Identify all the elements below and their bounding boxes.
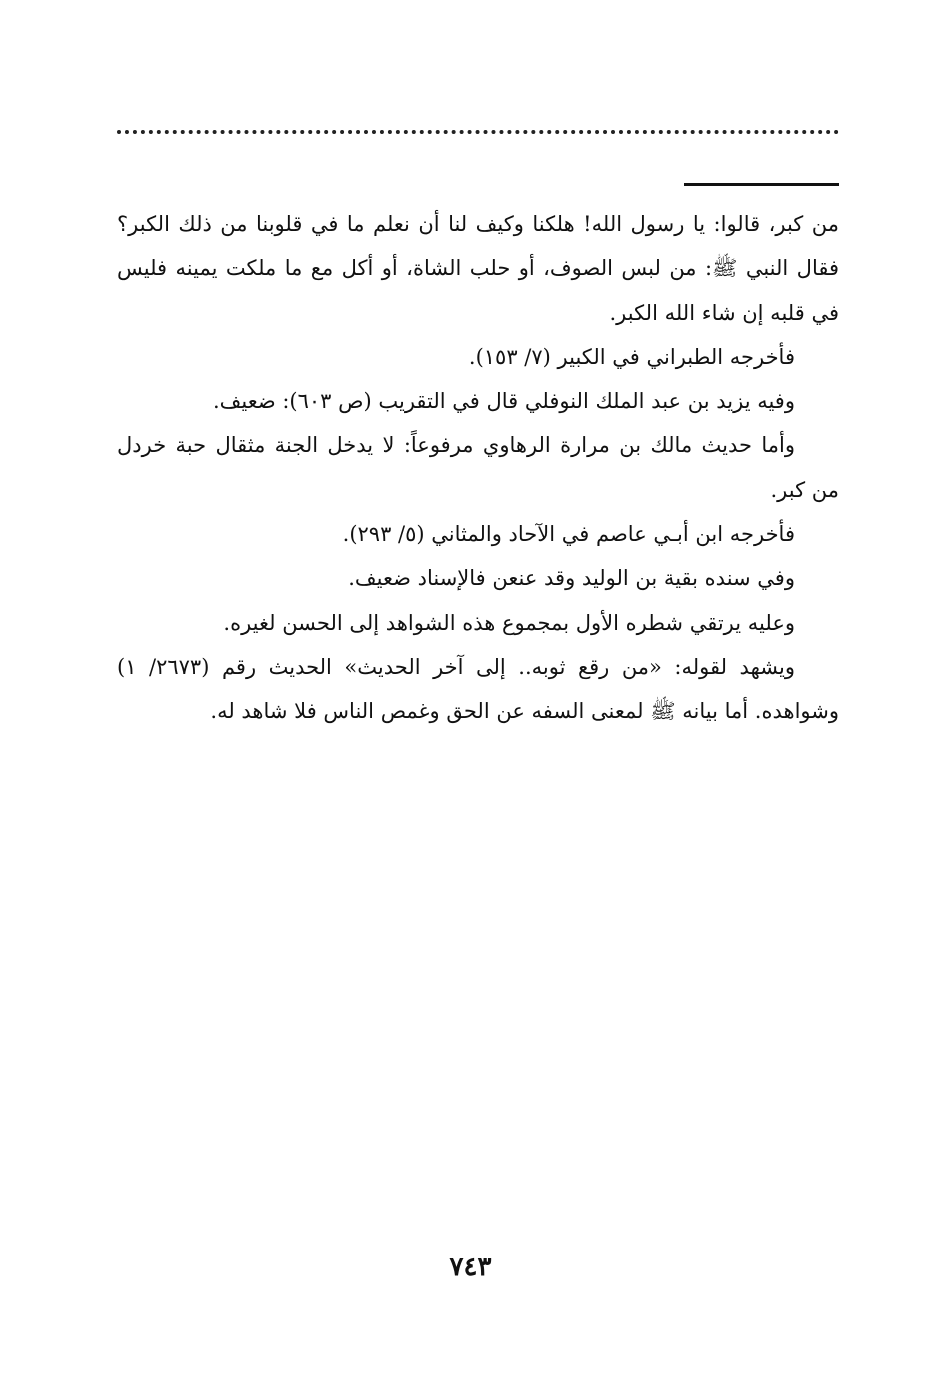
footnote-text-block xyxy=(117,202,839,734)
footnote-paragraph: فأخرجه ابن أبـي عاصم في الآحاد والمثاني (٥/ ٢٩٣). xyxy=(342,522,795,547)
footnote-paragraph: وعليه يرتقي شطره الأول بمجموع هذه الشواهد إلى الحسن لغيره. xyxy=(223,610,795,635)
header-dotted-rule xyxy=(117,130,839,134)
footnote-paragraph: وفيه يزيد بن عبد الملك النوفلي قال في التقريب (ص ٦٠٣): ضعيف. xyxy=(212,389,795,414)
footnote-paragraph: وأما حديث مالك بن مرارة الرهاوي مرفوعاً: لا يدخل الجنة مثقال حبة خردل من كبر. xyxy=(117,433,839,502)
footnote-separator-rule xyxy=(684,183,839,186)
footnote-paragraph: من كبر، قالوا: يا رسول الله! هلكنا وكيف لنا أن نعلم ما في قلوبنا من ذلك الكبر؟ فقال النبي ﷺ: من لبس الصوف، أو حلب الشاة، أو أكل مع ما ملكت يمينه فليس في قلبه إن شاء الله الكبر. xyxy=(117,212,839,325)
footnote-paragraph: ويشهد لقوله: «من رقع ثوبه.. إلى آخر الحديث» الحديث رقم (٢٦٧٣/ ١) وشواهده. أما بيانه ﷺ لمعنى السفه عن الحق وغمص الناس فلا شاهد له. xyxy=(117,654,839,724)
page-number: ٧٤٣ xyxy=(449,1252,492,1282)
footnote-paragraph: وفي سنده بقية بن الوليد وقد عنعن فالإسناد ضعيف. xyxy=(348,566,795,591)
footnote-paragraph: فأخرجه الطبراني في الكبير (٧/ ١٥٣). xyxy=(468,344,795,369)
